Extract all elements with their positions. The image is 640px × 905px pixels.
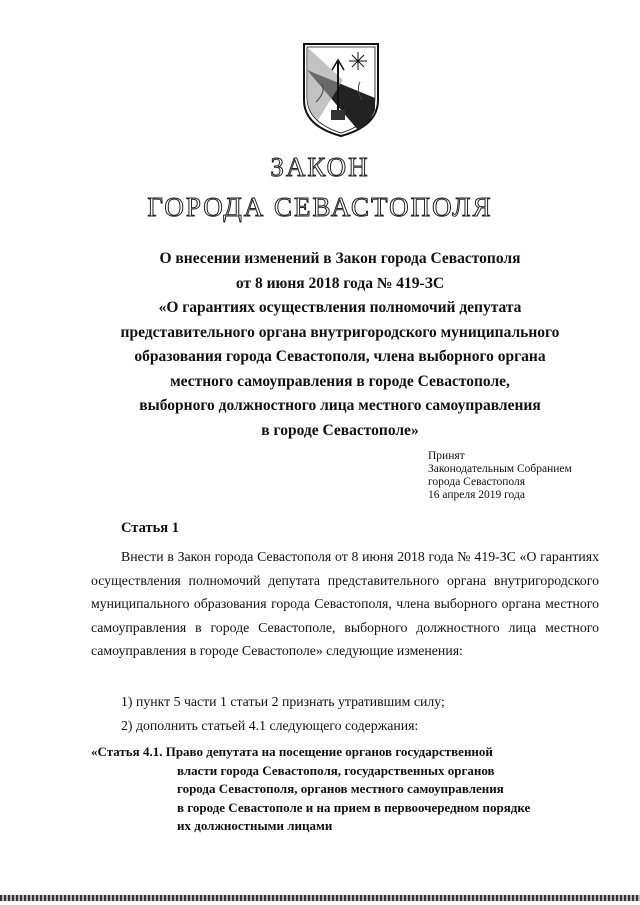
subject-line: О внесении изменений в Закон города Севастополя [159, 250, 521, 267]
article-4-1-heading [91, 743, 611, 836]
adoption-line: города Севастополя [428, 476, 525, 488]
amendment-item: 1) пункт 5 части 1 статьи 2 признать утратившим силу; [121, 694, 445, 709]
subject-line: от 8 июня 2018 года № 419-ЗС [235, 274, 445, 292]
subject-line: местного самоуправления в городе Севастополе, [170, 372, 510, 390]
subject-line: представительного органа внутригородского муниципального [120, 323, 560, 341]
amendment-item: 2) дополнить статьей 4.1 следующего содержания: [121, 717, 419, 733]
article-4-1-title-line: в городе Севастополе и на прием в первоочередном порядке [177, 799, 531, 815]
article-1-text: Внести в Закон города Севастополя от 8 июня 2018 года № 419-ЗС «О гарантиях осуществления полномочий депутата представительного органа внутригородского муниципального образования города Севастополя, члена выборного органа местного самоуправления в городе Севастополе, выборного должностного лица местного самоуправления в городе Севастополе» следующие изменения: [91, 549, 599, 658]
article-4-1-title-line: их должностными лицами [177, 818, 333, 833]
adoption-note [428, 450, 628, 502]
article-4-1-title-line: власти города Севастополя, государственных органов [177, 762, 495, 778]
law-city-title: ГОРОДА СЕВАСТОПОЛЯ [147, 192, 493, 222]
article-4-1-title-line: города Севастополя, органов местного самоуправления [177, 781, 504, 796]
adoption-date: 16 апреля 2019 года [428, 489, 525, 501]
adoption-line: Законодательным Собранием [428, 463, 572, 475]
law-title: ЗАКОН [270, 152, 370, 182]
sevastopol-coat-of-arms-icon [298, 40, 384, 138]
article-4-1-title: «Статья 4.1. Право депутата на посещение органов государственной [91, 744, 493, 759]
law-subject [70, 247, 610, 443]
adoption-line: Принят [428, 450, 465, 462]
amendment-list [121, 690, 445, 737]
scan-edge-divider [0, 895, 640, 901]
article-1-heading: Статья 1 [121, 520, 179, 536]
subject-line: «О гарантиях осуществления полномочий депутата [158, 299, 522, 316]
subject-line: в городе Севастополе» [261, 421, 419, 439]
subject-line: образования города Севастополя, члена выборного органа [134, 348, 546, 365]
subject-line: выборного должностного лица местного самоуправления [139, 397, 541, 414]
